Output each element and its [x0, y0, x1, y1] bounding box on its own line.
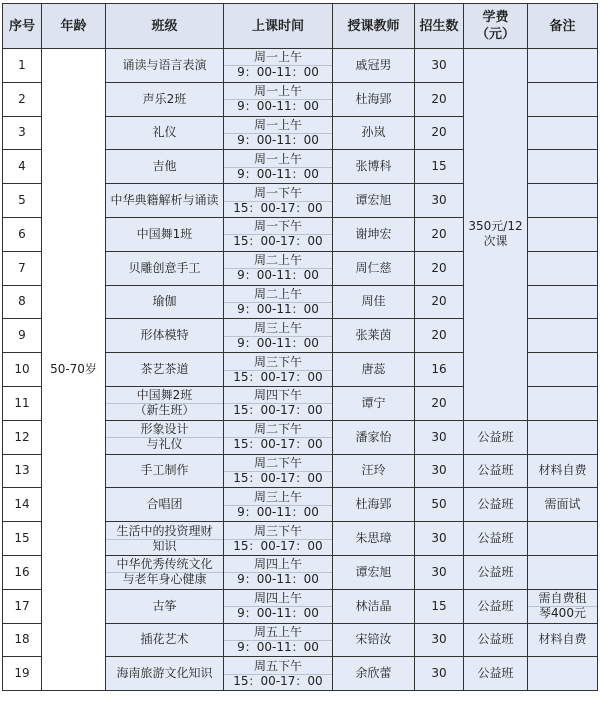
note-line: 需面试 — [544, 497, 581, 512]
row-time — [224, 353, 333, 387]
row-teacher: 戚冠男 — [333, 49, 415, 83]
class-name-line: 中华优秀传统文化 — [116, 557, 213, 572]
fee-group-line1: 350元/12 — [468, 219, 523, 234]
row-fee: 公益班 — [464, 657, 528, 691]
header-note: 备注 — [528, 4, 598, 49]
time-hours: 15：00-17：00 — [233, 200, 323, 215]
row-class-name — [106, 82, 224, 116]
class-name-line: 与礼仪 — [146, 437, 183, 452]
row-note — [528, 386, 598, 420]
class-name-line: 贝雕创意手工 — [128, 260, 201, 275]
time-day: 周二下午 — [253, 455, 302, 470]
row-time — [224, 488, 333, 522]
row-seq: 6 — [3, 217, 42, 251]
class-name-line: 声乐2班 — [142, 91, 187, 106]
row-note — [528, 420, 598, 454]
row-class-name — [106, 49, 224, 83]
row-teacher: 林洁晶 — [333, 589, 415, 623]
row-teacher: 杜海郢 — [333, 82, 415, 116]
header-fee-line2: （元） — [475, 27, 515, 42]
row-teacher: 余欣蕾 — [333, 657, 415, 691]
table-row — [3, 49, 598, 83]
class-name-line: 生活中的投资理财 — [116, 523, 213, 538]
row-note — [528, 555, 598, 589]
row-seq: 2 — [3, 82, 42, 116]
time-day: 周四下午 — [253, 388, 302, 403]
row-note — [528, 217, 598, 251]
row-enroll: 50 — [415, 488, 464, 522]
row-enroll: 15 — [415, 589, 464, 623]
row-note — [528, 589, 598, 623]
row-teacher: 汪玲 — [333, 454, 415, 488]
row-seq: 14 — [3, 488, 42, 522]
row-class-name — [106, 555, 224, 589]
header-fee — [464, 4, 528, 49]
header-class: 班级 — [106, 4, 224, 49]
row-fee: 公益班 — [464, 623, 528, 657]
schedule-table-wrapper — [2, 3, 598, 691]
time-hours: 15：00-17：00 — [233, 470, 323, 485]
row-time — [224, 285, 333, 319]
row-class-name — [106, 657, 224, 691]
row-class-name — [106, 116, 224, 150]
row-enroll: 20 — [415, 319, 464, 353]
row-fee: 公益班 — [464, 589, 528, 623]
time-hours: 9：00-11：00 — [237, 268, 319, 283]
class-name-line: 插花艺术 — [140, 632, 189, 647]
row-enroll: 20 — [415, 285, 464, 319]
row-note — [528, 319, 598, 353]
row-time — [224, 386, 333, 420]
row-enroll: 20 — [415, 82, 464, 116]
class-name-line: 合唱团 — [146, 497, 183, 512]
row-seq: 9 — [3, 319, 42, 353]
row-fee: 公益班 — [464, 454, 528, 488]
row-class-name — [106, 319, 224, 353]
row-time — [224, 49, 333, 83]
row-teacher: 张博科 — [333, 150, 415, 184]
time-day: 周二上午 — [253, 253, 302, 268]
row-time — [224, 251, 333, 285]
row-teacher: 谢坤宏 — [333, 217, 415, 251]
row-enroll: 20 — [415, 116, 464, 150]
time-day: 周一下午 — [253, 185, 302, 200]
row-enroll: 30 — [415, 454, 464, 488]
time-day: 周一上午 — [253, 50, 302, 65]
row-seq: 3 — [3, 116, 42, 150]
row-enroll: 20 — [415, 217, 464, 251]
table-body — [3, 49, 598, 691]
row-class-name — [106, 150, 224, 184]
time-day: 周二上午 — [253, 286, 302, 301]
row-enroll: 20 — [415, 251, 464, 285]
time-hours: 9：00-11：00 — [237, 335, 319, 350]
age-range: 50-70岁 — [42, 49, 106, 691]
row-seq: 11 — [3, 386, 42, 420]
row-time — [224, 217, 333, 251]
row-note — [528, 657, 598, 691]
time-day: 周三下午 — [253, 354, 302, 369]
class-name-line: 海南旅游文化知识 — [116, 666, 213, 681]
row-class-name — [106, 386, 224, 420]
row-note — [528, 454, 598, 488]
row-note — [528, 150, 598, 184]
row-seq: 1 — [3, 49, 42, 83]
row-seq: 8 — [3, 285, 42, 319]
row-enroll: 30 — [415, 184, 464, 218]
row-time — [224, 522, 333, 556]
time-day: 周五上午 — [253, 624, 302, 639]
row-seq: 4 — [3, 150, 42, 184]
class-name-line: 与老年身心健康 — [122, 572, 207, 587]
time-hours: 9：00-11：00 — [237, 99, 319, 114]
row-class-name — [106, 217, 224, 251]
row-time — [224, 657, 333, 691]
time-hours: 9：00-11：00 — [237, 301, 319, 316]
row-class-name — [106, 488, 224, 522]
row-time — [224, 555, 333, 589]
time-hours: 9：00-11：00 — [237, 504, 319, 519]
header-time: 上课时间 — [224, 4, 333, 49]
class-name-line: 古筝 — [152, 598, 177, 613]
time-day: 周三下午 — [253, 523, 302, 538]
row-time — [224, 454, 333, 488]
row-class-name — [106, 454, 224, 488]
row-teacher: 谭宏旭 — [333, 555, 415, 589]
row-time — [224, 589, 333, 623]
time-hours: 9：00-11：00 — [237, 639, 319, 654]
class-name-line: 礼仪 — [152, 125, 177, 140]
row-note — [528, 285, 598, 319]
row-seq: 18 — [3, 623, 42, 657]
class-name-line: 形象设计 — [140, 422, 189, 437]
row-teacher: 周仁慈 — [333, 251, 415, 285]
time-day: 周二下午 — [253, 422, 302, 437]
class-name-line: 中国舞2班 — [136, 388, 193, 403]
row-fee: 公益班 — [464, 420, 528, 454]
note-line: 材料自费 — [538, 463, 587, 478]
row-seq: 15 — [3, 522, 42, 556]
row-class-name — [106, 184, 224, 218]
row-class-name — [106, 251, 224, 285]
row-teacher: 谭宁 — [333, 386, 415, 420]
row-note — [528, 82, 598, 116]
class-name-line: 形体模特 — [140, 328, 189, 343]
row-note — [528, 353, 598, 387]
row-note — [528, 251, 598, 285]
row-seq: 12 — [3, 420, 42, 454]
time-hours: 15：00-17：00 — [233, 369, 323, 384]
class-name-line: 中华典籍解析与诵读 — [110, 193, 219, 208]
time-day: 周四上午 — [253, 591, 302, 606]
header-fee-line1: 学费 — [482, 10, 509, 25]
row-time — [224, 623, 333, 657]
time-hours: 15：00-17：00 — [233, 437, 323, 452]
class-name-line: （新生班） — [134, 403, 195, 418]
time-hours: 9：00-11：00 — [237, 166, 319, 181]
row-seq: 17 — [3, 589, 42, 623]
row-note — [528, 522, 598, 556]
class-name-line: 中国舞1班 — [136, 226, 193, 241]
note-line: 琴400元 — [539, 606, 586, 621]
row-fee: 公益班 — [464, 488, 528, 522]
row-teacher: 潘家怡 — [333, 420, 415, 454]
time-day: 周四上午 — [253, 557, 302, 572]
row-teacher: 谭宏旭 — [333, 184, 415, 218]
time-day: 周一上午 — [253, 117, 302, 132]
row-time — [224, 420, 333, 454]
row-teacher: 周佳 — [333, 285, 415, 319]
row-time — [224, 82, 333, 116]
row-class-name — [106, 522, 224, 556]
row-seq: 13 — [3, 454, 42, 488]
course-schedule-table — [2, 3, 598, 691]
row-enroll: 30 — [415, 522, 464, 556]
row-note — [528, 623, 598, 657]
row-class-name — [106, 353, 224, 387]
row-fee: 公益班 — [464, 522, 528, 556]
row-seq: 5 — [3, 184, 42, 218]
row-enroll: 16 — [415, 353, 464, 387]
time-hours: 9：00-11：00 — [237, 572, 319, 587]
fee-group-line2: 次课 — [483, 234, 508, 249]
row-time — [224, 116, 333, 150]
row-enroll: 20 — [415, 386, 464, 420]
time-day: 周五下午 — [253, 658, 302, 673]
row-time — [224, 184, 333, 218]
time-hours: 15：00-17：00 — [233, 403, 323, 418]
time-hours: 15：00-17：00 — [233, 673, 323, 688]
header-seq: 序号 — [3, 4, 42, 49]
row-teacher: 朱思璋 — [333, 522, 415, 556]
row-class-name — [106, 623, 224, 657]
class-name-line: 茶艺茶道 — [140, 362, 189, 377]
row-note — [528, 488, 598, 522]
row-teacher: 张莱茵 — [333, 319, 415, 353]
row-teacher: 杜海郢 — [333, 488, 415, 522]
row-enroll: 15 — [415, 150, 464, 184]
row-teacher: 唐蕊 — [333, 353, 415, 387]
header-row — [3, 4, 598, 49]
header-enroll: 招生数 — [415, 4, 464, 49]
row-note — [528, 184, 598, 218]
class-name-line: 知识 — [152, 538, 177, 553]
row-fee: 公益班 — [464, 555, 528, 589]
time-hours: 9：00-11：00 — [237, 65, 319, 80]
row-seq: 10 — [3, 353, 42, 387]
row-class-name — [106, 589, 224, 623]
row-enroll: 30 — [415, 49, 464, 83]
time-hours: 15：00-17：00 — [233, 234, 323, 249]
class-name-line: 诵读与语言表演 — [122, 57, 207, 72]
row-teacher: 孙岚 — [333, 116, 415, 150]
time-hours: 15：00-17：00 — [233, 538, 323, 553]
note-line: 需自费租 — [538, 591, 587, 606]
class-name-line: 手工制作 — [140, 463, 189, 478]
fee-group — [464, 49, 528, 421]
row-enroll: 30 — [415, 420, 464, 454]
class-name-line: 瑜伽 — [152, 294, 177, 309]
header-teacher: 授课教师 — [333, 4, 415, 49]
time-day: 周三上午 — [253, 320, 302, 335]
row-teacher: 宋锫汝 — [333, 623, 415, 657]
row-seq: 7 — [3, 251, 42, 285]
header-age: 年龄 — [42, 4, 106, 49]
time-day: 周一上午 — [253, 151, 302, 166]
time-day: 周一下午 — [253, 219, 302, 234]
time-hours: 9：00-11：00 — [237, 132, 319, 147]
row-time — [224, 150, 333, 184]
row-class-name — [106, 285, 224, 319]
row-note — [528, 116, 598, 150]
row-enroll: 30 — [415, 555, 464, 589]
time-day: 周三上午 — [253, 489, 302, 504]
row-seq: 19 — [3, 657, 42, 691]
row-enroll: 30 — [415, 657, 464, 691]
time-hours: 9：00-11：00 — [237, 606, 319, 621]
row-time — [224, 319, 333, 353]
row-enroll: 30 — [415, 623, 464, 657]
row-seq: 16 — [3, 555, 42, 589]
time-day: 周一上午 — [253, 84, 302, 99]
row-note — [528, 49, 598, 83]
row-class-name — [106, 420, 224, 454]
note-line: 材料自费 — [538, 632, 587, 647]
class-name-line: 吉他 — [152, 159, 177, 174]
